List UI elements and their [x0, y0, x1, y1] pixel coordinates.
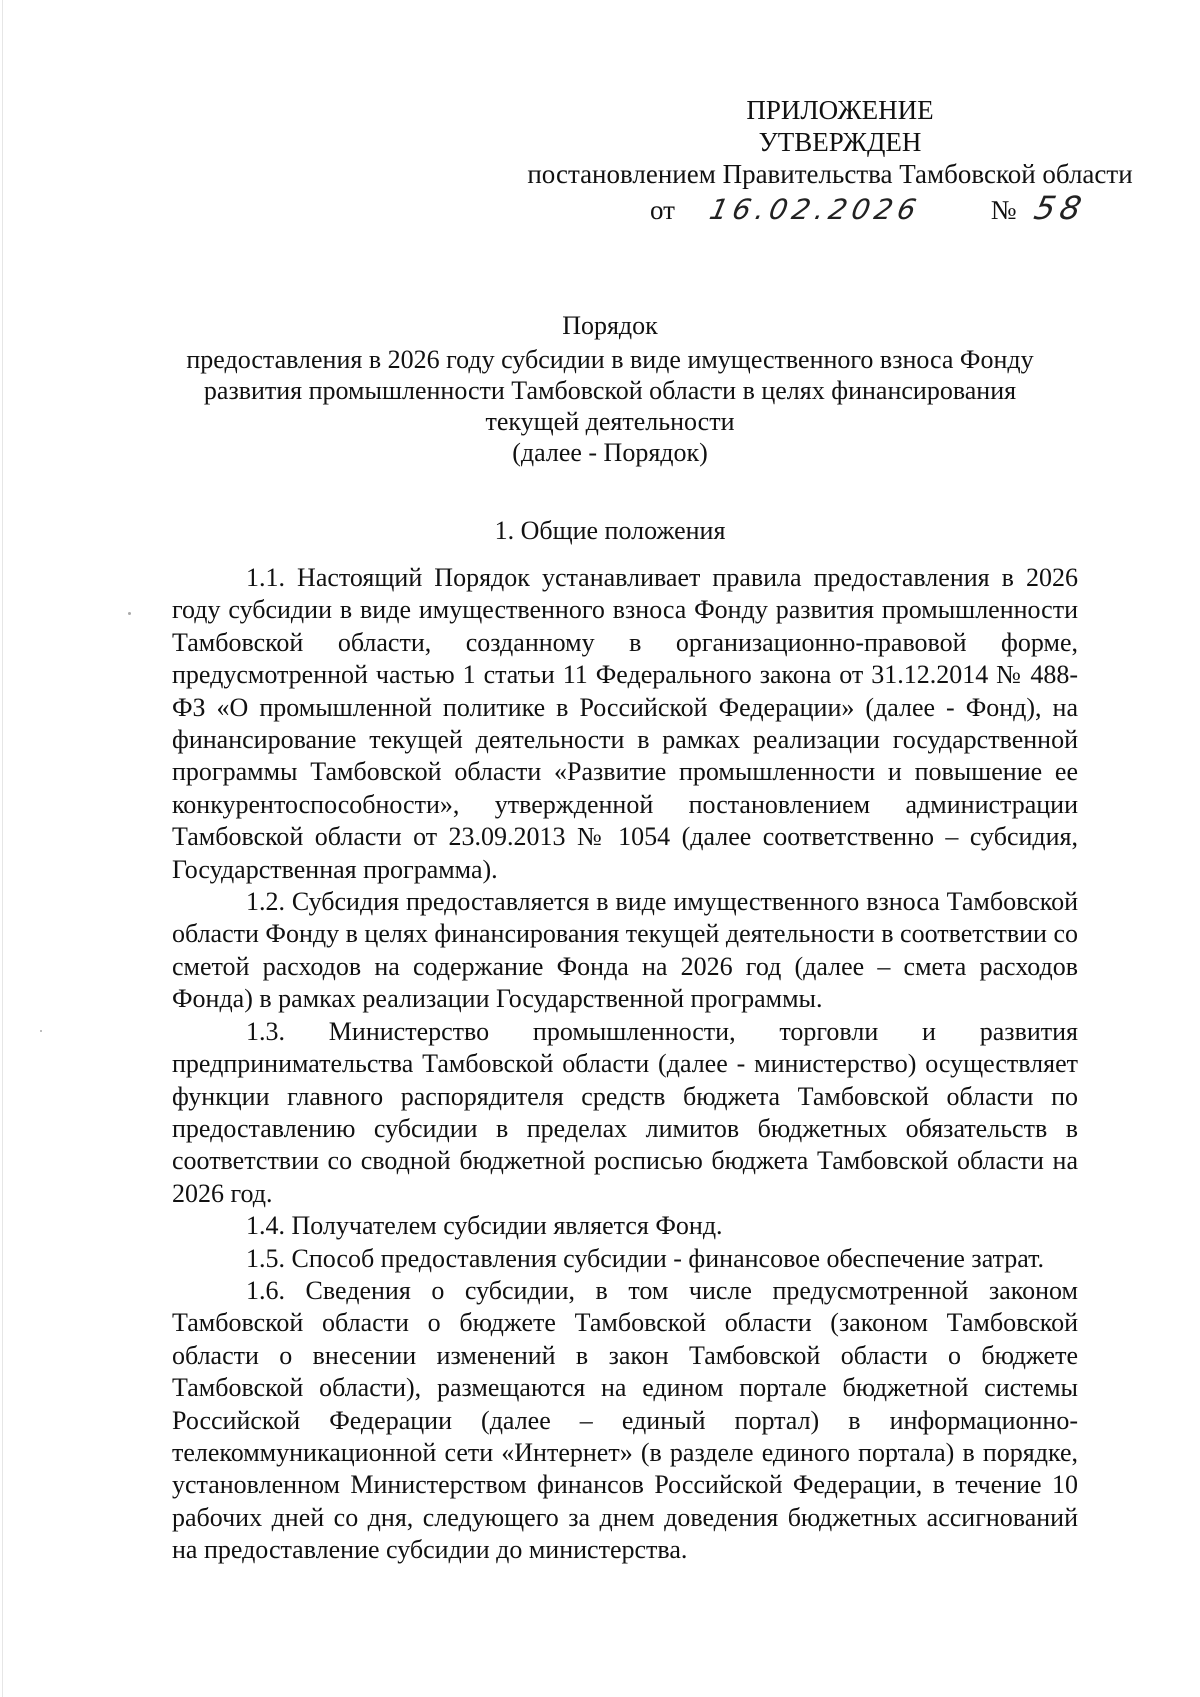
appendix-label: ПРИЛОЖЕНИЕ — [746, 95, 934, 125]
title-line-5: (далее - Порядок) — [512, 438, 708, 467]
title-line-2: предоставления в 2026 году субсидии в виде имущественного взноса Фонду — [186, 345, 1034, 374]
scan-speck — [128, 612, 131, 615]
handwritten-number: 58 — [1031, 189, 1091, 227]
approval-block — [440, 94, 1160, 226]
title-line-1: Порядок — [562, 311, 658, 340]
section-heading: 1. Общие положения — [494, 516, 726, 545]
paragraph-1-3: 1.3. Министерство промышленности, торговли и развития предпринимательства Тамбовской области (далее - министерство) осуществляет функции главного распорядителя средств бюджета Тамбовской области по предоставлению субсидии в пределах лимитов бюджетных обязательств в соответствии со сводной бюджетной росписью бюджета Тамбовской области на 2026 год. — [172, 1016, 1078, 1208]
scan-speck — [40, 1030, 42, 1032]
paragraph-1-6: 1.6. Сведения о субсидии, в том числе предусмотренной законом Тамбовской области о бюджете Тамбовской области (законом Тамбовской области о внесении изменений в закон Тамбовской области о бюджете Тамбовской области), размещаются на едином портале бюджетной системы Российской Федерации (далее – единый портал) в информационно-телекоммуникационной сети «Интернет» (в разделе единого портала) в порядке, установленном Министерством финансов Российской Федерации, в течение 10 рабочих дней со дня, следующего за днем доведения бюджетных ассигнований на предоставление субсидии до министерства. — [172, 1275, 1078, 1565]
title-line-4: текущей деятельности — [485, 407, 735, 436]
title-line-3: развития промышленности Тамбовской области в целях финансирования — [203, 376, 1017, 405]
number-label: № — [990, 195, 1017, 225]
section-body — [172, 562, 1078, 1567]
paragraph-1-4: 1.4. Получателем субсидии является Фонд. — [246, 1211, 723, 1241]
from-label: от — [650, 195, 675, 225]
approved-label: УТВЕРЖДЕН — [758, 127, 922, 157]
document-title — [160, 310, 1060, 468]
paragraph-1-1: 1.1. Настоящий Порядок устанавливает правила предоставления в 2026 году субсидии в виде имущественного взноса Фонду развития промышленности Тамбовской области, созданному в организационно-правовой форме, предусмотренной частью 1 статьи 11 Федерального закона от 31.12.2014 № 488-ФЗ «О промышленной политике в Российской Федерации» (далее - Фонд), на финансирование текущей деятельности в рамках реализации государственной программы Тамбовской области «Развитие промышленности и повышение ее конкурентоспособности», утвержденной постановлением администрации Тамбовской области от 23.09.2013 № 1054 (далее соответственно – субсидия, Государственная программа). — [172, 563, 1078, 884]
scan-edge — [2, 0, 3, 1697]
resolution-label: постановлением Правительства Тамбовской области — [527, 159, 1133, 189]
paragraph-1-5: 1.5. Способ предоставления субсидии - финансовое обеспечение затрат. — [246, 1243, 1045, 1273]
handwritten-date: 16.02.2026 — [706, 193, 924, 226]
paragraph-1-2: 1.2. Субсидия предоставляется в виде имущественного взноса Тамбовской области Фонду в целях финансирования текущей деятельности в соответствии со сметой расходов на содержание Фонда на 2026 год (далее – смета расходов Фонда) в рамках реализации Государственной программы. — [172, 887, 1078, 1014]
resolution-date-number — [650, 189, 1160, 227]
